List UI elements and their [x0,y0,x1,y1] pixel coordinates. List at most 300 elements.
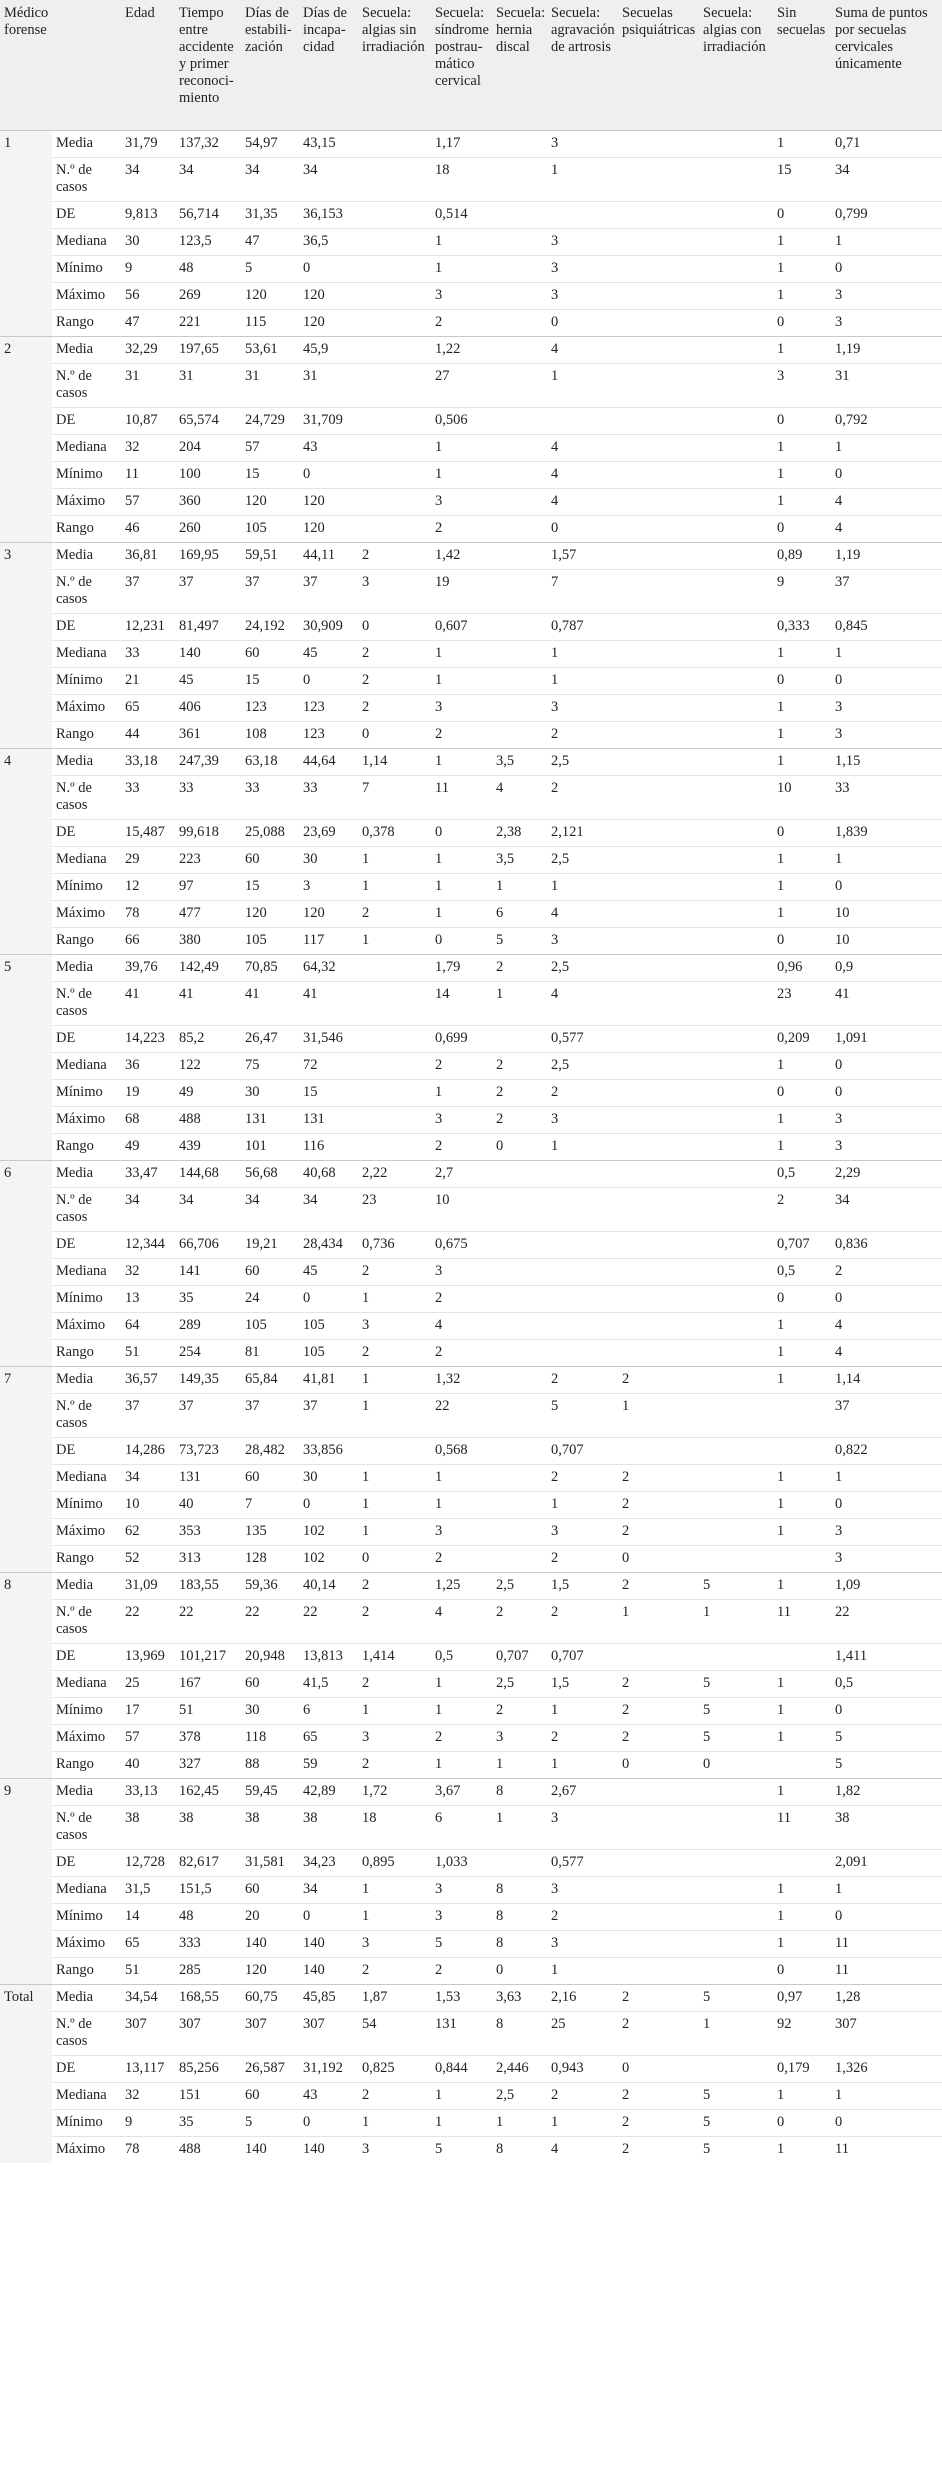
table-cell: 285 [175,1958,241,1985]
table-cell: 31,581 [241,1850,299,1877]
table-cell: 1 [773,1519,831,1546]
statistic-label-cell: Mínimo [52,2110,121,2137]
table-cell: 33,18 [121,749,175,776]
table-cell [618,364,699,408]
table-cell: 2,67 [547,1779,618,1806]
table-cell: 1 [773,229,831,256]
table-cell [618,1958,699,1985]
table-cell: 2 [431,1134,492,1161]
table-cell: 2 [358,1573,431,1600]
table-cell: 144,68 [175,1161,241,1188]
table-cell [699,1286,773,1313]
table-cell: 0,9 [831,955,942,982]
table-cell: 44,64 [299,749,358,776]
table-cell: 1 [431,847,492,874]
column-header: Secuela: algias con irradiación [699,0,773,131]
table-cell: 0,378 [358,820,431,847]
table-cell [618,614,699,641]
table-cell: 37 [241,570,299,614]
statistic-label-cell: Mediana [52,1671,121,1698]
table-cell [618,1286,699,1313]
table-cell: 12 [121,874,175,901]
table-cell: 0 [618,2056,699,2083]
table-cell: 0 [831,2110,942,2137]
table-cell: 140 [299,2137,358,2164]
table-cell: 0,5 [431,1644,492,1671]
table-cell: 1,414 [358,1644,431,1671]
table-cell: 2 [358,1340,431,1367]
statistic-label-cell: N.º de casos [52,2012,121,2056]
table-cell [358,310,431,337]
table-cell: 1 [773,256,831,283]
table-cell: 60 [241,1465,299,1492]
table-cell: 25 [121,1671,175,1698]
statistic-label-cell: DE [52,1644,121,1671]
table-row [0,1644,942,1671]
table-cell: 9 [773,570,831,614]
statistic-label-cell: Mínimo [52,1904,121,1931]
table-cell [492,1367,547,1394]
table-cell: 15 [241,462,299,489]
table-cell [699,847,773,874]
table-cell: 162,45 [175,1779,241,1806]
table-cell: 6 [431,1806,492,1850]
table-cell: 3,63 [492,1985,547,2012]
table-cell [699,955,773,982]
table-cell: 1 [547,1698,618,1725]
table-cell: 0 [492,1134,547,1161]
table-cell: 33,47 [121,1161,175,1188]
table-cell: 131 [431,2012,492,2056]
table-cell: 3 [547,1806,618,1850]
table-cell: 31,35 [241,202,299,229]
table-row [0,283,942,310]
table-cell: 2 [618,1519,699,1546]
group-label-cell: 1 [0,131,52,337]
table-cell [492,489,547,516]
table-cell: 307 [121,2012,175,2056]
table-cell: 4 [547,901,618,928]
table-row [0,1519,942,1546]
table-cell: 20 [241,1904,299,1931]
table-cell: 1 [773,901,831,928]
table-cell: 0 [299,1492,358,1519]
table-cell: 2 [547,722,618,749]
table-cell [618,158,699,202]
table-cell: 0 [299,668,358,695]
table-cell: 1 [431,1752,492,1779]
table-cell: 8 [492,1931,547,1958]
statistic-label-cell: DE [52,2056,121,2083]
table-cell: 2,29 [831,1161,942,1188]
table-cell: 57 [121,1725,175,1752]
table-cell: 13 [121,1286,175,1313]
table-row [0,229,942,256]
table-cell: 1 [773,874,831,901]
table-cell: 102 [299,1546,358,1573]
table-cell: 57 [121,489,175,516]
table-cell: 31 [241,364,299,408]
table-cell: 0 [831,1698,942,1725]
table-cell: 3 [431,489,492,516]
column-header: Edad [121,0,175,131]
table-cell: 0,5 [773,1161,831,1188]
table-cell: 2 [618,2137,699,2164]
table-cell [699,1259,773,1286]
table-cell: 116 [299,1134,358,1161]
table-cell: 2 [431,1958,492,1985]
table-row [0,1779,942,1806]
table-cell [699,516,773,543]
table-row [0,1600,942,1644]
table-cell: 1 [547,1134,618,1161]
table-cell: 5 [547,1394,618,1438]
table-cell: 307 [241,2012,299,2056]
table-cell: 33,13 [121,1779,175,1806]
table-cell: 34 [831,1188,942,1232]
table-cell [358,364,431,408]
table-cell: 1 [773,1492,831,1519]
table-cell: 1,42 [431,543,492,570]
table-cell: 7 [547,570,618,614]
table-row [0,1161,942,1188]
table-cell [699,668,773,695]
table-row [0,1259,942,1286]
table-cell: 30 [241,1080,299,1107]
table-cell: 2 [492,1600,547,1644]
table-cell: 1 [773,337,831,364]
table-cell: 1 [547,874,618,901]
table-cell: 85,256 [175,2056,241,2083]
table-cell: 1 [431,229,492,256]
table-cell [618,229,699,256]
table-row [0,158,942,202]
table-cell: 131 [299,1107,358,1134]
table-cell: 63,18 [241,749,299,776]
table-cell: 1 [547,158,618,202]
table-cell [618,1313,699,1340]
table-cell [618,256,699,283]
table-cell [699,570,773,614]
table-cell: 406 [175,695,241,722]
table-cell: 2,5 [547,749,618,776]
table-cell: 0 [773,820,831,847]
table-cell: 102 [299,1519,358,1546]
table-cell: 0 [299,256,358,283]
table-cell: 3 [831,283,942,310]
statistic-label-cell: Máximo [52,1313,121,1340]
statistic-label-cell: Mínimo [52,1286,121,1313]
table-cell [492,516,547,543]
table-cell [492,1492,547,1519]
table-cell: 1 [431,2083,492,2110]
table-cell: 4 [547,982,618,1026]
table-cell: 1 [492,874,547,901]
table-cell: 15 [241,874,299,901]
table-cell: 40,14 [299,1573,358,1600]
table-cell: 59,45 [241,1779,299,1806]
table-cell: 37 [241,1394,299,1438]
table-cell: 41 [299,982,358,1026]
table-row [0,2012,942,2056]
table-cell [618,982,699,1026]
table-cell [358,1080,431,1107]
table-cell: 10,87 [121,408,175,435]
table-cell: 223 [175,847,241,874]
table-cell [492,1850,547,1877]
table-cell: 37 [831,570,942,614]
table-cell: 0,333 [773,614,831,641]
table-cell [618,1644,699,1671]
column-header [52,0,121,131]
table-cell: 0 [831,1904,942,1931]
table-cell: 1,87 [358,1985,431,2012]
table-cell: 1 [431,749,492,776]
statistic-label-cell: Máximo [52,1107,121,1134]
table-cell: 1 [773,1340,831,1367]
table-cell: 46 [121,516,175,543]
table-cell: 2,091 [831,1850,942,1877]
table-cell: 13,813 [299,1644,358,1671]
table-cell: 0 [773,408,831,435]
table-cell: 1 [831,229,942,256]
table-cell: 135 [241,1519,299,1546]
table-row [0,1465,942,1492]
statistic-label-cell: N.º de casos [52,982,121,1026]
table-cell: 30 [241,1698,299,1725]
table-cell: 65 [121,1931,175,1958]
table-cell: 1,839 [831,820,942,847]
table-cell: 60 [241,1877,299,1904]
statistic-label-cell: Mínimo [52,462,121,489]
table-cell: 0,943 [547,2056,618,2083]
table-cell [492,1313,547,1340]
table-cell: 2,121 [547,820,618,847]
table-row [0,1850,942,1877]
table-cell: 1,17 [431,131,492,158]
table-cell: 3 [431,1519,492,1546]
table-cell: 0 [299,2110,358,2137]
table-cell: 27 [431,364,492,408]
table-cell: 64,32 [299,955,358,982]
table-cell: 2 [358,1958,431,1985]
table-row [0,1313,942,1340]
table-cell: 66,706 [175,1232,241,1259]
table-cell: 1,53 [431,1985,492,2012]
table-cell: 3,67 [431,1779,492,1806]
table-cell: 1 [547,668,618,695]
table-cell: 0,825 [358,2056,431,2083]
table-cell: 59,36 [241,1573,299,1600]
table-cell: 1 [547,1492,618,1519]
table-cell: 1,091 [831,1026,942,1053]
table-row [0,516,942,543]
table-cell: 105 [299,1313,358,1340]
table-cell: 0,675 [431,1232,492,1259]
table-cell: 0,707 [547,1438,618,1465]
table-cell: 2 [547,1367,618,1394]
table-cell [358,1438,431,1465]
table-cell: 1 [773,1671,831,1698]
table-cell: 1 [492,2110,547,2137]
statistic-label-cell: DE [52,408,121,435]
table-cell: 0 [831,1080,942,1107]
table-cell [699,874,773,901]
table-cell: 0 [431,820,492,847]
statistic-label-cell: Rango [52,1134,121,1161]
table-cell: 2 [431,1286,492,1313]
table-row [0,1985,942,2012]
table-cell [618,202,699,229]
table-cell: 3 [773,364,831,408]
table-cell: 4 [547,435,618,462]
table-cell: 1 [431,874,492,901]
table-cell: 3 [547,256,618,283]
table-cell: 78 [121,901,175,928]
table-cell: 1,15 [831,749,942,776]
table-cell: 82,617 [175,1850,241,1877]
table-row [0,614,942,641]
table-cell: 43,15 [299,131,358,158]
statistic-label-cell: Mínimo [52,668,121,695]
table-row [0,543,942,570]
table-cell: 14 [431,982,492,1026]
table-cell [492,570,547,614]
group-label-cell: 6 [0,1161,52,1367]
table-cell: 44,11 [299,543,358,570]
table-cell: 34 [175,158,241,202]
table-cell [618,435,699,462]
table-body [0,131,942,2164]
table-cell: 2 [618,1367,699,1394]
table-cell: 333 [175,1931,241,1958]
table-cell: 105 [241,928,299,955]
table-cell: 47 [241,229,299,256]
table-cell: 307 [831,2012,942,2056]
table-cell: 0 [831,1286,942,1313]
table-cell: 4 [547,2137,618,2164]
table-cell: 41 [175,982,241,1026]
table-cell [547,1161,618,1188]
table-cell: 123 [241,695,299,722]
table-cell: 0 [699,1752,773,1779]
table-cell: 54,97 [241,131,299,158]
table-cell [358,435,431,462]
table-cell: 3 [358,1313,431,1340]
table-cell: 380 [175,928,241,955]
table-cell: 151 [175,2083,241,2110]
table-row [0,2056,942,2083]
table-row [0,1232,942,1259]
statistic-label-cell: Media [52,1779,121,1806]
table-cell: 0,787 [547,614,618,641]
table-cell: 2 [431,1546,492,1573]
table-cell: 1 [773,2083,831,2110]
table-cell: 59,51 [241,543,299,570]
table-cell: 0,97 [773,1985,831,2012]
table-cell [618,820,699,847]
table-cell: 307 [175,2012,241,2056]
table-cell: 1 [431,2110,492,2137]
table-cell: 1 [773,722,831,749]
table-cell [618,928,699,955]
table-cell: 2 [547,1080,618,1107]
column-header: Secuela: agravación de artrosis [547,0,618,131]
table-cell: 2 [492,1698,547,1725]
table-cell: 64 [121,1313,175,1340]
table-cell: 1,28 [831,1985,942,2012]
table-cell: 3 [431,1877,492,1904]
table-cell [699,982,773,1026]
table-cell [492,641,547,668]
statistic-label-cell: Rango [52,310,121,337]
statistic-label-cell: DE [52,614,121,641]
table-cell [618,1931,699,1958]
table-cell: 92 [773,2012,831,2056]
table-cell [699,1877,773,1904]
table-cell: 0 [831,1053,942,1080]
table-cell: 1 [773,1725,831,1752]
statistic-label-cell: Media [52,337,121,364]
table-cell: 439 [175,1134,241,1161]
table-cell: 10 [431,1188,492,1232]
table-cell: 3,5 [492,847,547,874]
table-cell: 2 [492,1107,547,1134]
statistic-label-cell: N.º de casos [52,570,121,614]
table-cell: 33 [121,776,175,820]
table-cell: 0 [773,1286,831,1313]
column-header: Secuela: hernia discal [492,0,547,131]
table-cell [492,1188,547,1232]
table-cell: 11 [831,1958,942,1985]
table-cell: 0,699 [431,1026,492,1053]
statistic-label-cell: DE [52,1026,121,1053]
table-cell: 120 [241,1958,299,1985]
table-cell [492,256,547,283]
table-cell [699,695,773,722]
table-cell [699,1161,773,1188]
table-cell [492,1465,547,1492]
table-cell: 15 [773,158,831,202]
statistic-label-cell: DE [52,1850,121,1877]
table-cell [492,1286,547,1313]
statistic-label-cell: Rango [52,928,121,955]
table-cell: 1 [358,2110,431,2137]
table-cell [618,1259,699,1286]
statistic-label-cell: Media [52,131,121,158]
table-cell: 2 [547,2083,618,2110]
table-cell: 0,707 [773,1232,831,1259]
table-cell: 105 [241,1313,299,1340]
table-cell: 12,344 [121,1232,175,1259]
table-cell: 40 [121,1752,175,1779]
table-cell: 1 [358,1698,431,1725]
table-cell [358,337,431,364]
table-cell: 19 [121,1080,175,1107]
table-cell [699,1438,773,1465]
table-row [0,695,942,722]
table-cell: 101,217 [175,1644,241,1671]
table-cell [547,1313,618,1340]
table-cell: 3 [547,1107,618,1134]
table-cell [699,1465,773,1492]
table-cell: 120 [299,489,358,516]
table-cell: 18 [431,158,492,202]
statistic-label-cell: Mediana [52,435,121,462]
statistic-label-cell: Mediana [52,1053,121,1080]
table-row [0,1107,942,1134]
statistic-label-cell: N.º de casos [52,1188,121,1232]
